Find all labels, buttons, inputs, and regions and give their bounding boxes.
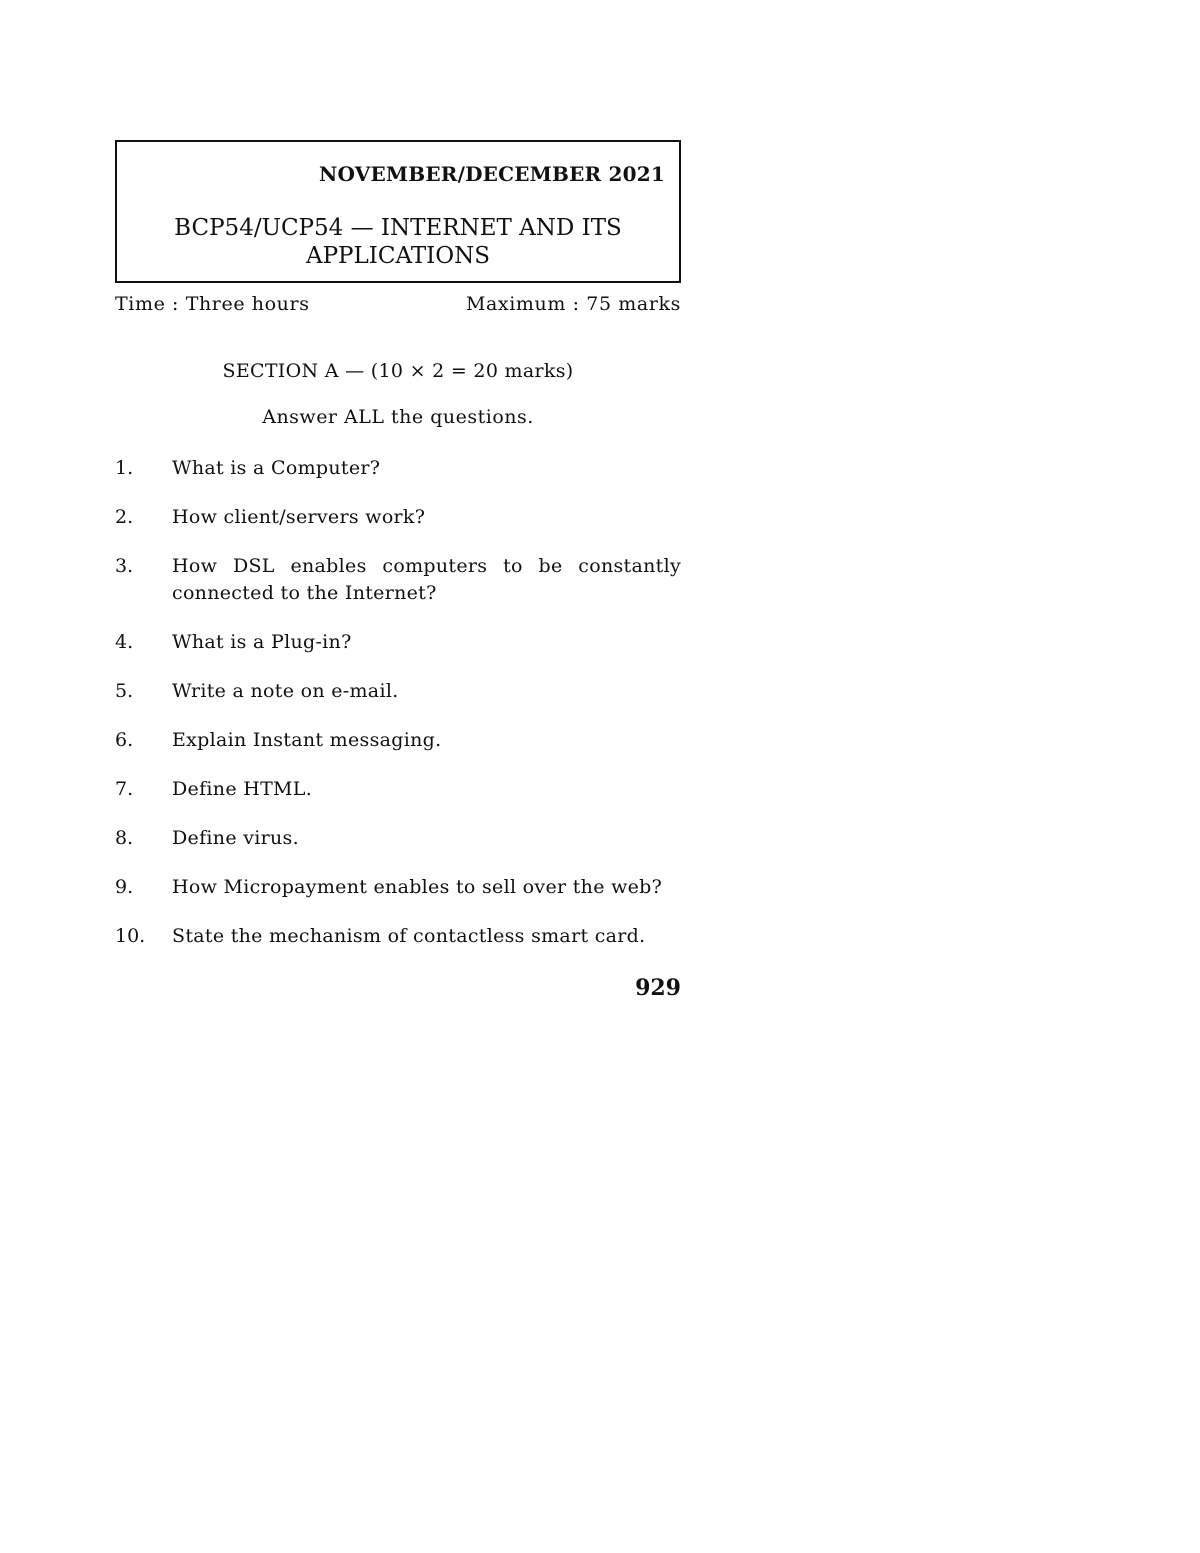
paper-title: [117, 214, 679, 270]
question-item: [115, 727, 681, 754]
question-number: 2.: [115, 506, 134, 528]
question-number: 9.: [115, 876, 134, 898]
section-instructions: Answer ALL the questions.: [262, 406, 534, 428]
question-text: How DSL enables computers to be constantly connected to the Internet?: [172, 555, 681, 604]
question-number: 5.: [115, 680, 134, 702]
question-text: Explain Instant messaging.: [172, 729, 442, 751]
page-number: 929: [635, 975, 681, 1001]
maximum-marks: Maximum : 75 marks: [465, 293, 681, 315]
question-item: [115, 825, 681, 852]
question-text: State the mechanism of contactless smart card.: [172, 925, 646, 947]
header-box: [115, 140, 681, 283]
question-text: Write a note on e-mail.: [172, 680, 399, 702]
question-item: [115, 678, 681, 705]
question-number: 3.: [115, 555, 134, 577]
exam-duration: Time : Three hours: [115, 293, 310, 315]
exam-meta-row: [115, 293, 681, 315]
paper-title-line-1: BCP54/UCP54 — INTERNET AND ITS: [174, 215, 622, 241]
question-item: [115, 553, 681, 607]
question-number: 10.: [115, 925, 146, 947]
question-item: [115, 874, 681, 901]
paper-title-line-2: APPLICATIONS: [305, 243, 491, 269]
question-list: [115, 455, 681, 972]
question-item: [115, 455, 681, 482]
question-number: 8.: [115, 827, 134, 849]
question-item: [115, 629, 681, 656]
question-number: 6.: [115, 729, 134, 751]
question-item: [115, 776, 681, 803]
question-text: How client/servers work?: [172, 506, 426, 528]
question-number: 7.: [115, 778, 134, 800]
question-number: 4.: [115, 631, 134, 653]
question-number: 1.: [115, 457, 134, 479]
section-heading: SECTION A — (10 × 2 = 20 marks): [222, 360, 574, 382]
exam-session: NOVEMBER/DECEMBER 2021: [318, 162, 665, 186]
question-text: Define virus.: [172, 827, 299, 849]
question-text: What is a Computer?: [172, 457, 381, 479]
question-item: [115, 923, 681, 950]
question-text: What is a Plug-in?: [172, 631, 352, 653]
question-text: How Micropayment enables to sell over the web?: [172, 876, 663, 898]
question-item: [115, 504, 681, 531]
question-text: Define HTML.: [172, 778, 313, 800]
